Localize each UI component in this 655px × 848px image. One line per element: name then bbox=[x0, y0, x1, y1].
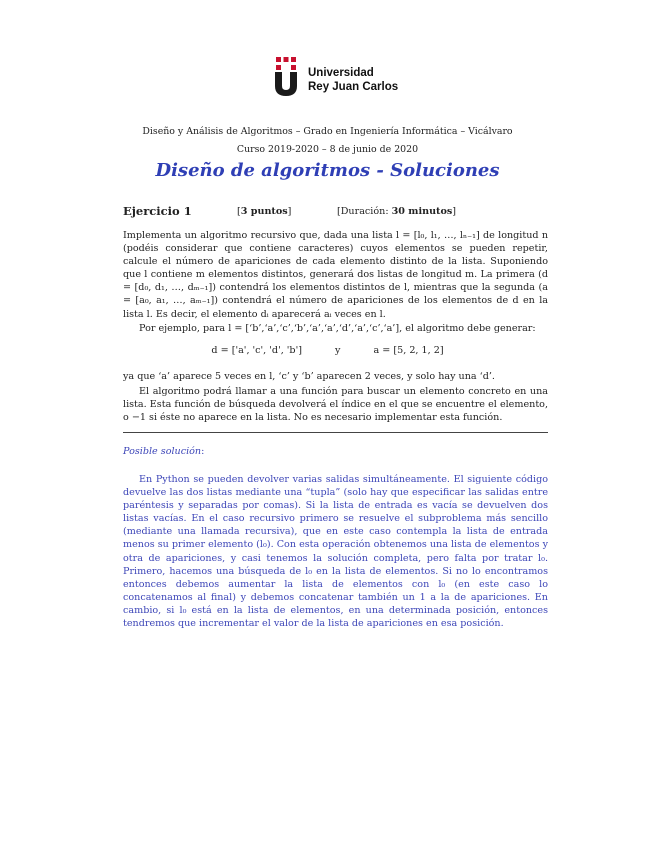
page-title: Diseño de algoritmos - Soluciones bbox=[155, 160, 500, 181]
section-divider bbox=[123, 432, 548, 433]
solution-label-text: Posible solución bbox=[123, 446, 202, 457]
duration-suffix: ] bbox=[452, 206, 457, 217]
exercise-name: Ejercicio 1 bbox=[123, 204, 192, 218]
solution-text: En Python se pueden devolver varias salidas simultáneamente. El siguiente código devuelve las dos listas mediante una “tupla” (solo hay que especificar las salidas entre paréntesis y separadas por comas). Si la lista de entrada es vacía se devuelven dos listas vacías. En el caso recursivo primero se resuelve el subproblema más sencillo (mediante una llamada recursiva), que en este caso contempla la lista de entrada menos su primer elemento (l₀). Con esta operación obtenemos una lista de elementos y otra de apariciones, y casi tenemos la solución completa, pero falta por tratar l₀. Primero, hacemos una búsqueda de l₀ en la lista de elementos. Si no lo encontramos entonces debemos aumentar la lista de elementos con l₀ (en este caso lo concatenamos al final) y debemos concatenar también un 1 a la de apariciones. En cambio, si l₀ está en la lista de elementos, en una determinada posición, entonces tendremos que incrementar el valor de la lista de apariciones en esa posición. bbox=[123, 474, 548, 630]
duration-value: 30 minutos bbox=[391, 206, 453, 217]
course-line: Diseño y Análisis de Algoritmos – Grado en Ingeniería Informática – Vicálvaro bbox=[142, 126, 513, 137]
statement-paragraph-1: Implementa un algoritmo recursivo que, dada una lista l = [l₀, l₁, …, lₙ₋₁] de longitud n (podéis considerar que contiene caracteres) cuyos elementos se pueden repetir, calcule el número de apariciones de cada elemento distinto de la lista. Suponiendo que l contiene m elementos distintos, generará dos listas de longitud m. La primera (d = [d₀, d₁, …, dₘ₋₁]) contendrá los elementos distintos de l, mientras que la segunda (a = [a₀, a₁, …, aₘ₋₁]) contendrá el número de apariciones de los elementos de d en la lista l. Es decir, el elemento dᵢ aparecerá aᵢ veces en l. bbox=[123, 230, 548, 320]
solution-label bbox=[123, 446, 204, 457]
solution-label-suffix: : bbox=[201, 446, 205, 457]
statement-paragraph-2: Por ejemplo, para l = [‘b’,‘a’,‘c’,‘b’,‘a’,‘a’,‘d’,‘a’,‘c’,‘a’], el algoritmo debe generar: bbox=[139, 323, 536, 334]
university-name-line2: Rey Juan Carlos bbox=[308, 81, 399, 93]
exercise-points-value: 3 puntos bbox=[240, 206, 288, 217]
university-name bbox=[308, 66, 398, 94]
date-line: Curso 2019-2020 – 8 de junio de 2020 bbox=[236, 144, 419, 155]
exercise-duration bbox=[337, 206, 456, 217]
formula-d: d = ['a', 'c', 'd', 'b'] bbox=[211, 345, 302, 356]
duration-prefix: [Duración: bbox=[337, 206, 392, 217]
example-formula bbox=[0, 345, 655, 356]
exercise-points: [3 puntos] bbox=[237, 206, 292, 217]
formula-a: a = [5, 2, 1, 2] bbox=[373, 345, 444, 356]
formula-and: y bbox=[335, 345, 341, 356]
statement-paragraph-4: El algoritmo podrá llamar a una función para buscar un elemento concreto en una lista. Esta función de búsqueda devolverá el índice en el que se encuentre el elemento, o −1 si éste no aparece en la lista. No es necesario implementar esta función. bbox=[123, 386, 548, 424]
university-logo bbox=[274, 56, 404, 98]
statement-paragraph-3: ya que ‘a’ aparece 5 veces en l, ‘c’ y ‘b’ aparecen 2 veces, y solo hay una ‘d’. bbox=[123, 371, 495, 382]
university-crest-icon bbox=[274, 56, 298, 96]
university-name-line1: Universidad bbox=[308, 67, 374, 79]
